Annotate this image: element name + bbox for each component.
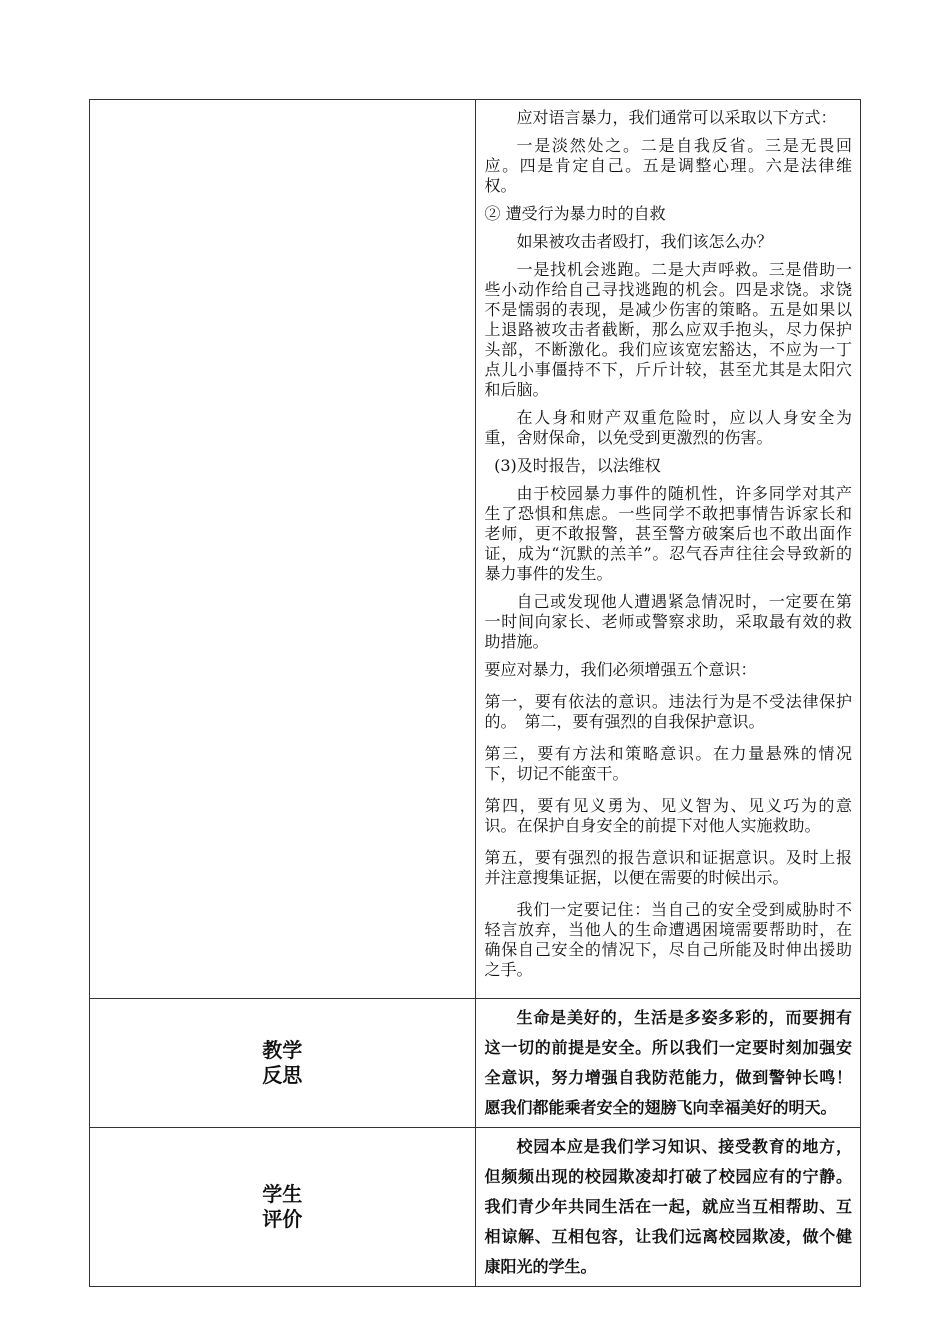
paragraph: 第四，要有见义勇为、见义智为、见义巧为的意识。在保护自身安全的前提下对他人实施救助。	[484, 796, 852, 835]
paragraph: 自己或发现他人遭遇紧急情况时，一定要在第一时间向家长、老师或警察求助，采取最有效的救助措施。	[484, 592, 852, 651]
main-content-cell	[475, 100, 861, 999]
section-heading: ② 遭受行为暴力时的自救	[484, 204, 666, 223]
paragraph: 要应对暴力，我们必须增强五个意识：	[484, 660, 757, 679]
paragraph: 第三，要有方法和策略意识。在力量悬殊的情况下，切记不能蛮干。	[484, 744, 852, 783]
content-row	[90, 100, 861, 999]
lesson-plan-table	[89, 99, 861, 1287]
reflection-row	[90, 999, 861, 1128]
paragraph: 第一，要有依法的意识。违法行为是不受法律保护的。 第二，要有强烈的自我保护意识。	[484, 692, 852, 731]
paragraph: 我们一定要记住：当自己的安全受到威胁时不轻言放弃，当他人的生命遭遇困境需要帮助时，在确保自己安全的情况下，尽自己所能及时伸出援助之手。	[484, 900, 852, 979]
evaluation-label	[90, 1128, 476, 1287]
paragraph: 第五，要有强烈的报告意识和证据意识。及时上报并注意搜集证据，以便在需要的时候出示。	[484, 848, 852, 887]
reflection-label-line2: 反思	[262, 1063, 303, 1087]
reflection-label	[90, 999, 476, 1128]
paragraph: 应对语言暴力，我们通常可以采取以下方式：	[516, 108, 837, 127]
paragraph: 在人身和财产双重危险时，应以人身安全为重，舍财保命，以免受到更激烈的伤害。	[484, 408, 852, 447]
empty-label-cell	[90, 100, 476, 999]
reflection-label-line1: 教学	[262, 1038, 303, 1062]
paragraph: 由于校园暴力事件的随机性，许多同学对其产生了恐惧和焦虑。一些同学不敢把事情告诉家长和老师，更不敢报警，甚至警方破案后也不敢出面作证，成为“沉默的羔羊”。忍气吞声往往会导致新的暴力事件的发生。	[484, 484, 852, 583]
evaluation-cell	[475, 1128, 861, 1287]
paragraph: 一是淡然处之。二是自我反省。三是无畏回应。四是肯定自己。五是调整心理。六是法律维权。	[484, 136, 852, 195]
paragraph: 一是找机会逃跑。二是大声呼救。三是借助一些小动作给自己寻找逃跑的机会。四是求饶。求饶不是懦弱的表现，是减少伤害的策略。五是如果以上退路被攻击者截断，那么应双手抱头，尽力保护头部，不断激化。我们应该宽宏豁达，不应为一丁点儿小事僵持不下，斤斤计较，甚至尤其是太阳穴和后脑。	[484, 260, 852, 399]
evaluation-text: 校园本应是我们学习知识、接受教育的地方，但频频出现的校园欺凌却打破了校园应有的宁静。我们青少年共同生活在一起，就应当互相帮助、互相谅解、互相包容，让我们远离校园欺凌，做个健康阳光的学生。	[484, 1137, 852, 1276]
section-heading: (3)及时报告，以法维权	[494, 456, 661, 475]
paragraph: 如果被攻击者殴打，我们该怎么办？	[516, 232, 773, 251]
reflection-cell	[475, 999, 861, 1128]
reflection-text: 生命是美好的，生活是多姿多彩的，而要拥有这一切的前提是安全。所以我们一定要时刻加强安全意识，努力增强自我防范能力，做到警钟长鸣！愿我们都能乘者安全的翅膀飞向幸福美好的明天。	[484, 1008, 852, 1117]
evaluation-label-line2: 评价	[262, 1207, 303, 1231]
evaluation-label-line1: 学生	[262, 1182, 303, 1206]
evaluation-row	[90, 1128, 861, 1287]
